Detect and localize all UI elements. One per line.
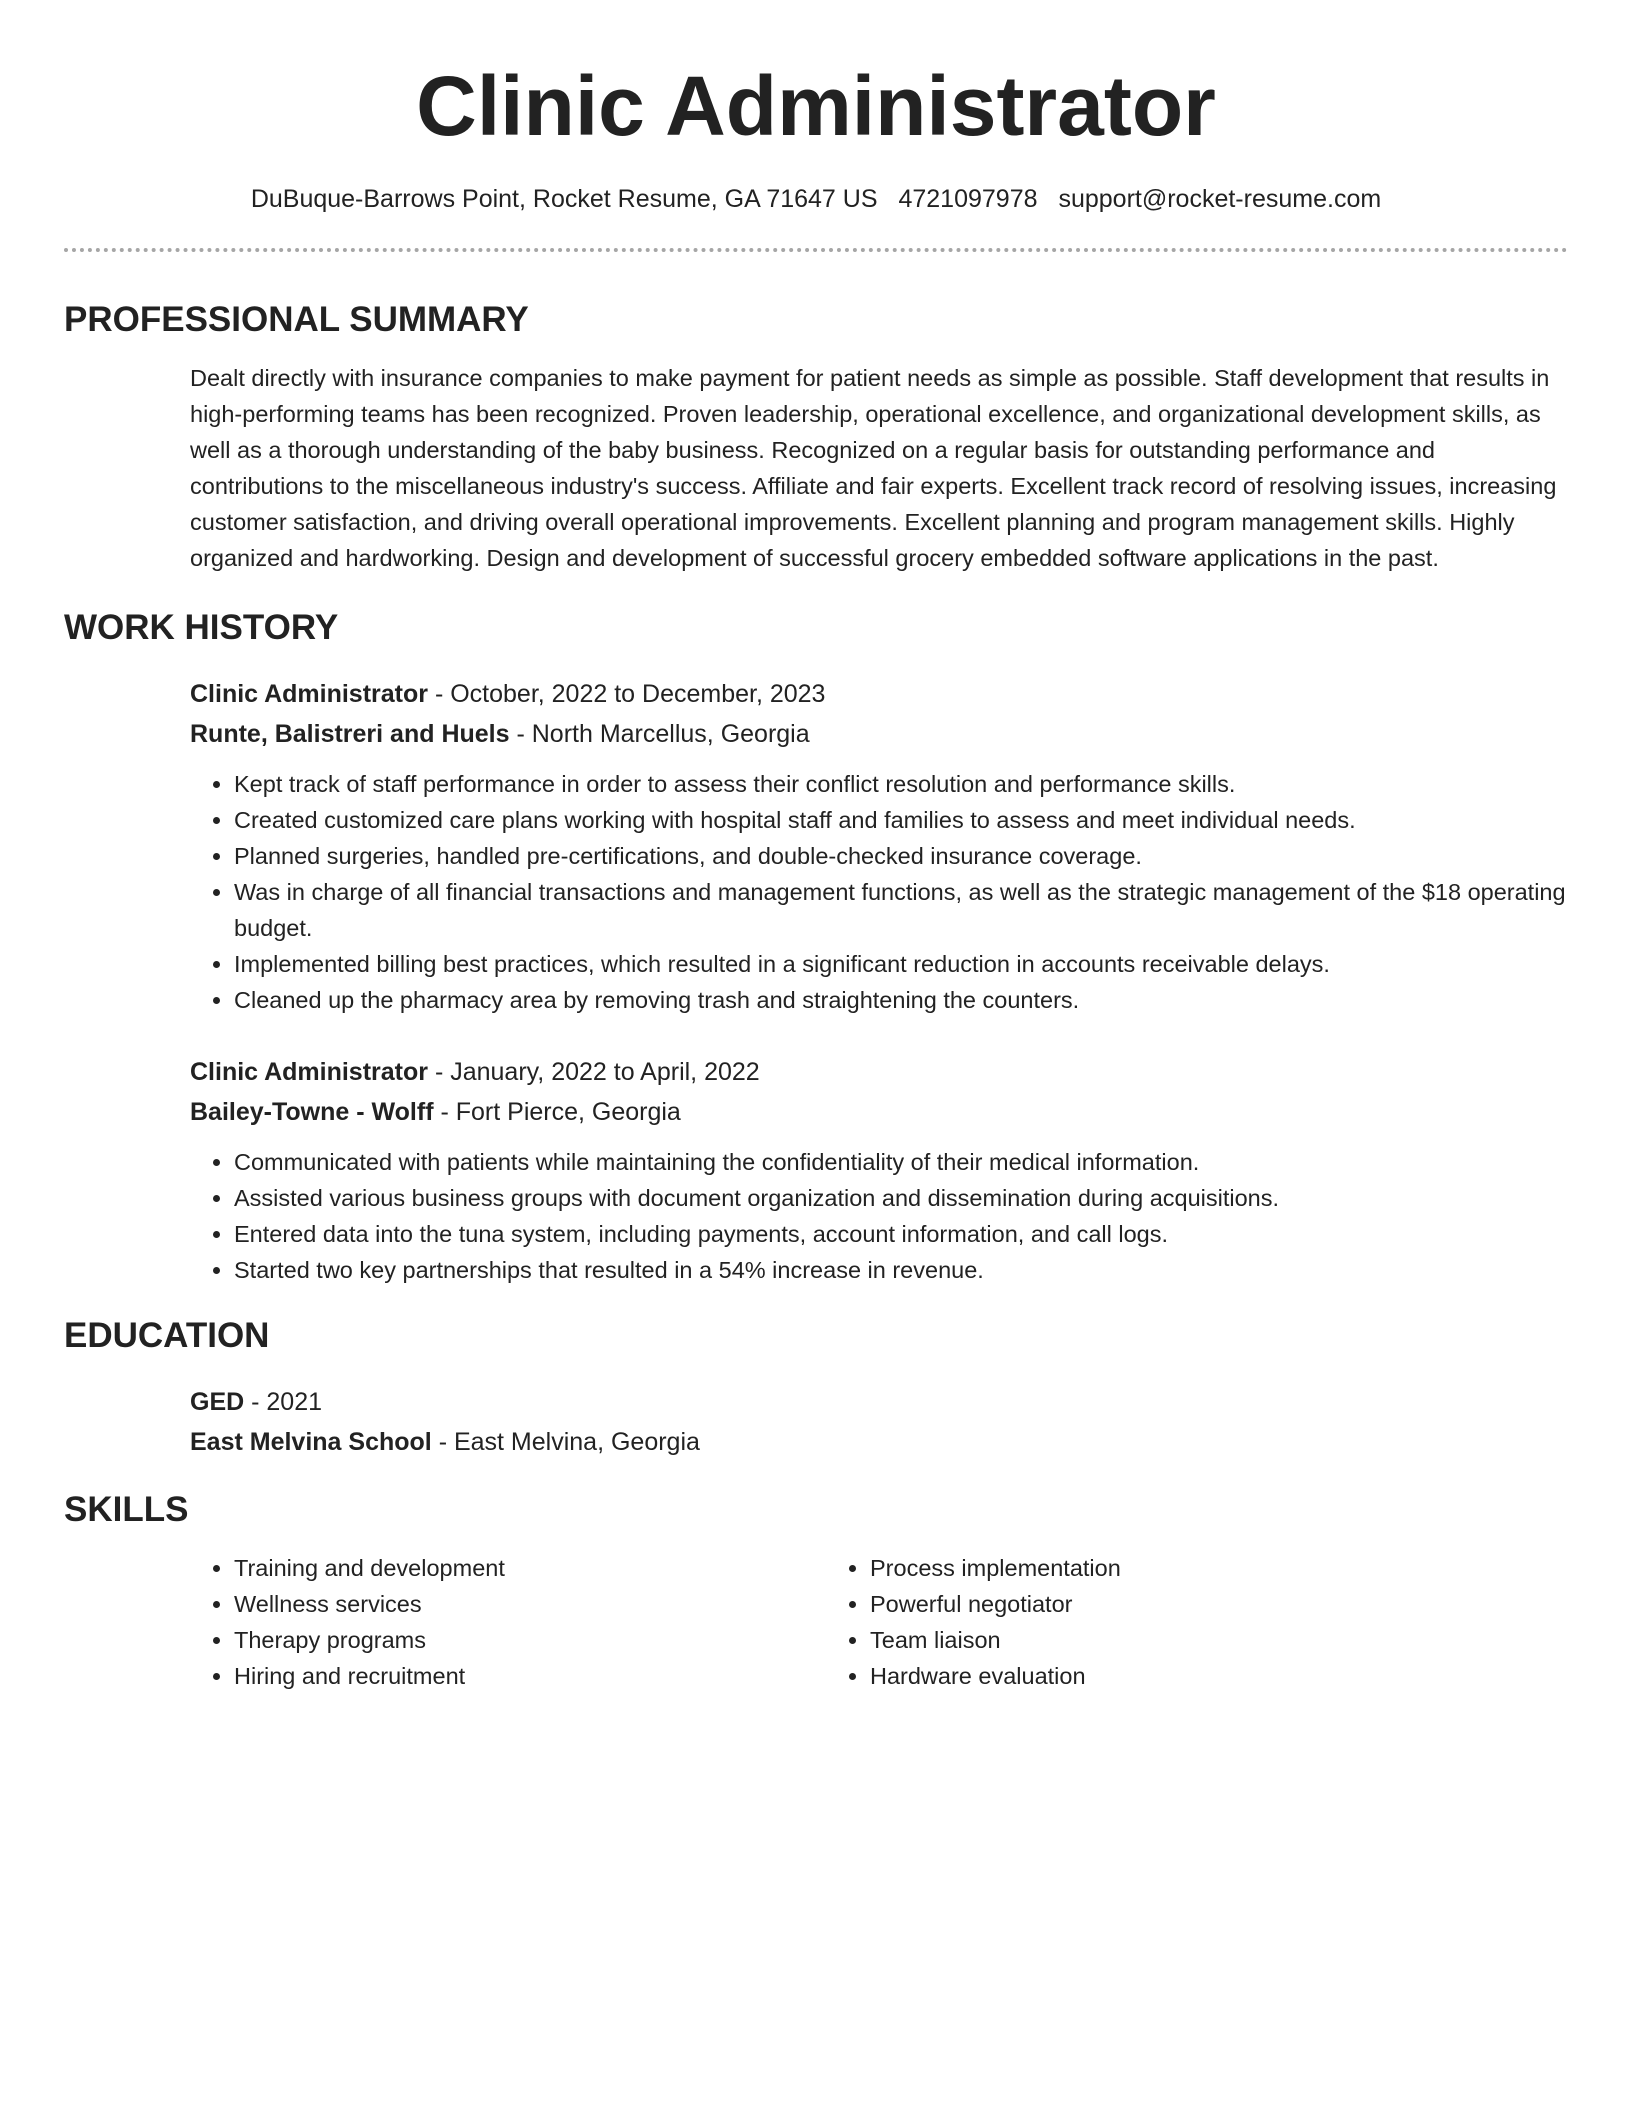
skill-item: • Hardware evaluation [870, 1658, 1462, 1694]
job-bullet: • Implemented billing best practices, which resulted in a significant reduction in accounts receivable delays. [234, 946, 1568, 982]
job-bullet: • Entered data into the tuna system, including payments, account information, and call logs. [234, 1216, 1568, 1252]
resume-name: Clinic Administrator [416, 59, 1216, 153]
job-company: Bailey-Towne - Wolff [190, 1098, 434, 1126]
skill-item: • Wellness services [234, 1586, 826, 1622]
education-heading: EDUCATION [64, 1316, 270, 1355]
education-year: - 2021 [244, 1388, 323, 1416]
job-bullets [190, 766, 1568, 1018]
job-title-line [190, 674, 1568, 714]
job-bullets [190, 1144, 1568, 1288]
job-bullet: • Created customized care plans working with hospital staff and families to assess and meet individual needs. [234, 802, 1568, 838]
education-location: - East Melvina, Georgia [431, 1428, 700, 1456]
contact-address: DuBuque-Barrows Point, Rocket Resume, GA 71647 US [250, 185, 878, 213]
skill-item: • Process implementation [870, 1550, 1462, 1586]
skill-item: • Therapy programs [234, 1622, 826, 1658]
skill-item: • Team liaison [870, 1622, 1462, 1658]
skills-column-right [826, 1550, 1462, 1694]
header-divider [64, 248, 1568, 252]
job-bullet: • Planned surgeries, handled pre-certifications, and double-checked insurance coverage. [234, 838, 1568, 874]
job-company: Runte, Balistreri and Huels [190, 720, 510, 748]
job-title: Clinic Administrator [190, 1058, 428, 1086]
contact-phone: 4721097978 [898, 185, 1038, 213]
skills-heading: SKILLS [64, 1490, 189, 1529]
job-location: - North Marcellus, Georgia [509, 720, 810, 748]
contact-line [64, 182, 1568, 216]
skills-column-left [190, 1550, 826, 1694]
job-entry [190, 674, 1568, 1018]
job-entry [190, 1052, 1568, 1288]
skill-item: • Training and development [234, 1550, 826, 1586]
skill-item: • Hiring and recruitment [234, 1658, 826, 1694]
job-bullet: • Was in charge of all financial transactions and management functions, as well as the strategic management of the $18 operating budget. [234, 874, 1568, 946]
job-location: - Fort Pierce, Georgia [433, 1098, 681, 1126]
education-degree: GED [190, 1388, 245, 1416]
work-history-heading: WORK HISTORY [64, 608, 339, 647]
summary-heading: PROFESSIONAL SUMMARY [64, 300, 529, 339]
job-dates: - October, 2022 to December, 2023 [428, 680, 826, 708]
job-bullet: • Assisted various business groups with document organization and dissemination during acquisitions. [234, 1180, 1568, 1216]
job-title-line [190, 1052, 1568, 1092]
job-bullet: • Cleaned up the pharmacy area by removing trash and straightening the counters. [234, 982, 1568, 1018]
summary-text: Dealt directly with insurance companies to make payment for patient needs as simple as possible. Staff development that results in high-performing teams has been recognized. Proven leadership, operational excellence, and organizational development skills, as well as a thorough understanding of the baby business. Recognized on a regular basis for outstanding performance and contributions to the miscellaneous industry's success. Affiliate and fair experts. Excellent track record of resolving issues, increasing customer satisfaction, and driving overall operational improvements. Excellent planning and program management skills. Highly organized and hardworking. Design and development of successful grocery embedded software applications in the past. [190, 365, 1557, 571]
skill-item: • Powerful negotiator [870, 1586, 1462, 1622]
job-company-line [190, 1092, 1568, 1132]
job-bullet: • Started two key partnerships that resulted in a 54% increase in revenue. [234, 1252, 1568, 1288]
job-company-line [190, 714, 1568, 754]
skills-grid [190, 1550, 1568, 1694]
education-school-line [190, 1422, 1568, 1462]
education-degree-line [190, 1382, 1568, 1422]
job-bullet: • Communicated with patients while maintaining the confidentiality of their medical information. [234, 1144, 1568, 1180]
contact-email: support@rocket-resume.com [1058, 185, 1382, 213]
job-dates: - January, 2022 to April, 2022 [428, 1058, 760, 1086]
job-title: Clinic Administrator [190, 680, 428, 708]
job-bullet: • Kept track of staff performance in order to assess their conflict resolution and performance skills. [234, 766, 1568, 802]
education-school: East Melvina School [190, 1428, 432, 1456]
education-entry [190, 1382, 1568, 1462]
